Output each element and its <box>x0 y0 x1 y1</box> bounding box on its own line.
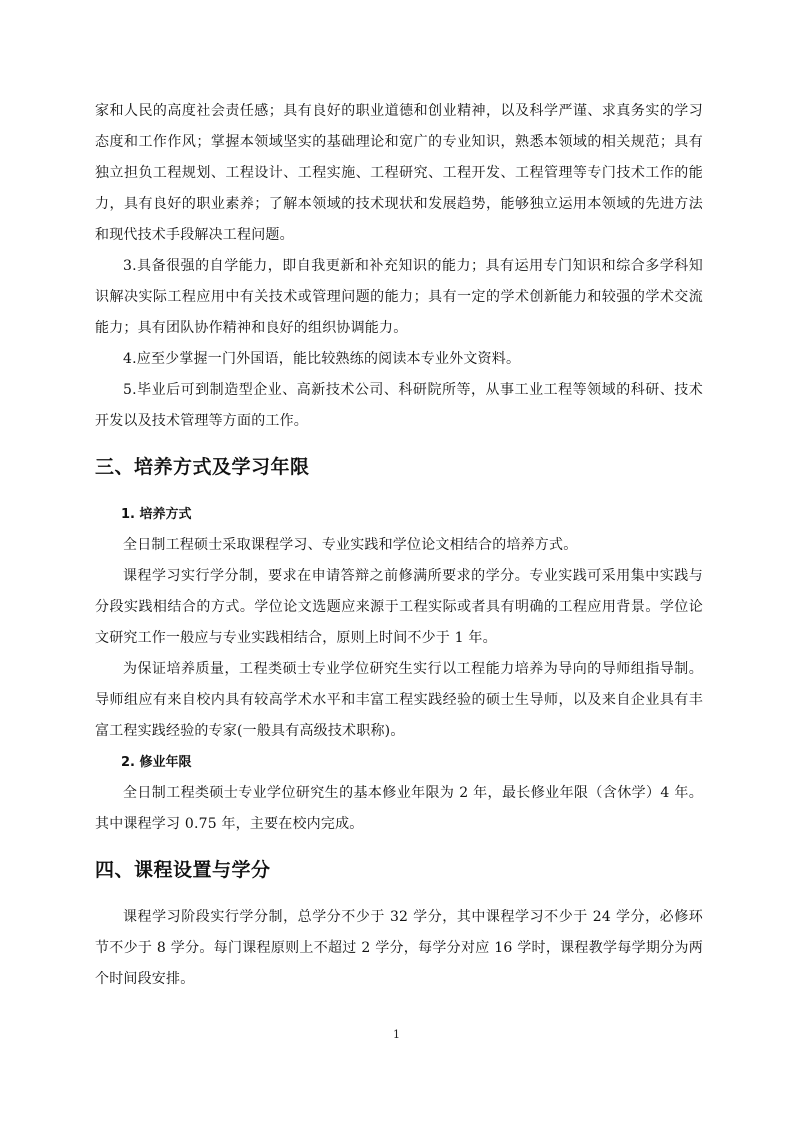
page-number: 1 <box>393 1028 400 1041</box>
page-content <box>95 96 703 995</box>
section-4-heading: 四、课程设置与学分 <box>95 859 271 881</box>
paragraph-intro-continued: 家和人民的高度社会责任感；具有良好的职业道德和创业精神，以及科学严谨、求真务实的学习态度和工作作风；掌握本领域坚实的基础理论和宽广的专业知识，熟悉本领域的相关规范；具有独立担负工程规划、工程设计、工程实施、工程研究、工程开发、工程管理等专门技术工作的能力，具有良好的职业素养；了解本领域的技术现状和发展趋势，能够独立运用本领域的先进方法和现代技术手段解决工程问题。 <box>95 103 703 243</box>
paragraph-item-3: 3.具备很强的自学能力，即自我更新和补充知识的能力；具有运用专门知识和综合多学科知识解决实际工程应用中有关技术或管理问题的能力；具有一定的学术创新能力和较强的学术交流能力；具有团队协作精神和良好的组织协调能力。 <box>95 258 703 336</box>
paragraph-item-4: 4.应至少掌握一门外国语，能比较熟练的阅读本专业外文资料。 <box>123 351 521 367</box>
subsection-training-mode-heading: 1. 培养方式 <box>121 507 192 522</box>
section-3-heading: 三、培养方式及学习年限 <box>95 456 310 478</box>
paragraph-training-mode-2: 课程学习实行学分制，要求在申请答辩之前修满所要求的学分。专业实践可采用集中实践与分段实践相结合的方式。学位论文选题应来源于工程实际或者具有明确的工程应用背景。学位论文研究工作一般应与专业实践相结合，原则上时间不少于 1 年。 <box>95 568 703 646</box>
paragraph-training-mode-1: 全日制工程硕士采取课程学习、专业实践和学位论文相结合的培养方式。 <box>123 537 578 553</box>
subsection-study-duration-heading: 2. 修业年限 <box>121 755 192 770</box>
paragraph-item-5: 5.毕业后可到制造型企业、高新技术公司、科研院所等，从事工业工程等领域的科研、技术开发以及技术管理等方面的工作。 <box>95 382 703 429</box>
paragraph-study-duration: 全日制工程类硕士专业学位研究生的基本修业年限为 2 年，最长修业年限（含休学）4 年。其中课程学习 0.75 年，主要在校内完成。 <box>95 785 703 832</box>
paragraph-training-mode-3: 为保证培养质量，工程类硕士专业学位研究生实行以工程能力培养为导向的导师组指导制。导师组应有来自校内具有较高学术水平和丰富工程实践经验的硕士生导师，以及来自企业具有丰富工程实践经验的专家(一般具有高级技术职称)。 <box>95 661 703 739</box>
paragraph-courses-credits: 课程学习阶段实行学分制，总学分不少于 32 学分，其中课程学习不少于 24 学分，必修环节不少于 8 学分。每门课程原则上不超过 2 学分，每学分对应 16 学时，课程教学每学期分为两个时间段安排。 <box>95 909 703 987</box>
